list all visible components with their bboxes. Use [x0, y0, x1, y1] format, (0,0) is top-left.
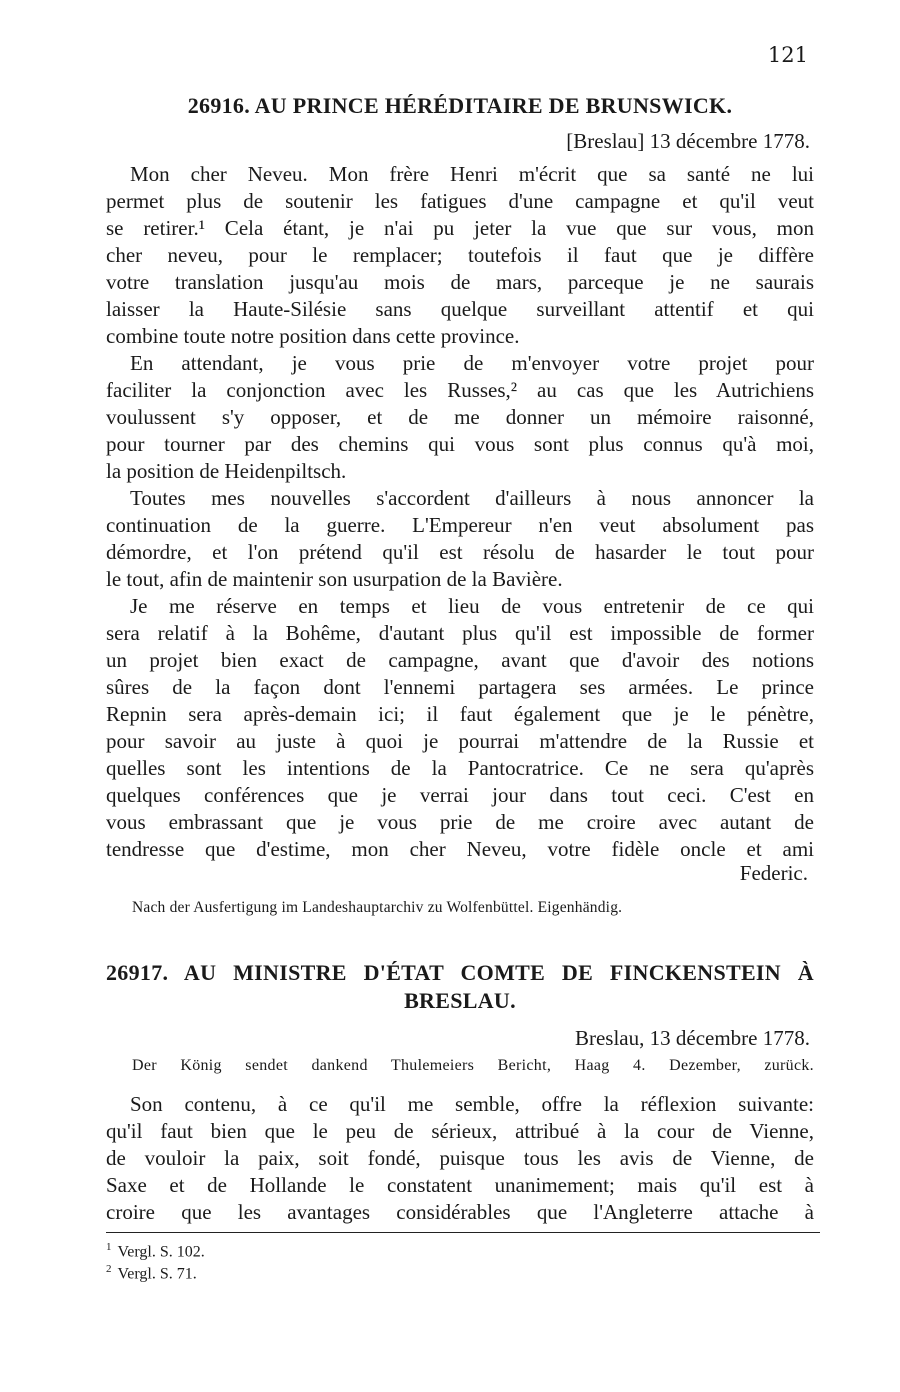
body-line: sûres de la façon dont l'ennemi partagera ses armées. Le prince: [106, 675, 814, 699]
body-line: Saxe et de Hollande le constatent unanimement; mais qu'il est à: [106, 1173, 814, 1197]
body-line: pour tourner par des chemins qui vous sont plus connus qu'à moi,: [106, 432, 814, 456]
body-line: Repnin sera après-demain ici; il faut également que je le pénètre,: [106, 702, 814, 726]
body-line: faciliter la conjonction avec les Russes,² au cas que les Autrichiens: [106, 378, 814, 402]
footnote-divider: [106, 1232, 820, 1233]
body-line: le tout, afin de maintenir son usurpation de la Bavière.: [106, 567, 563, 591]
body-line: quelques conférences que je verrai jour dans tout ceci. C'est en: [106, 783, 814, 807]
letter-26917-heading-continued: BRESLAU.: [404, 988, 516, 1013]
body-line: Mon cher Neveu. Mon frère Henri m'écrit que sa santé ne lui: [130, 162, 814, 186]
body-line: combine toute notre position dans cette province.: [106, 324, 520, 348]
body-line: voulussent s'y opposer, et de me donner un mémoire raisonné,: [106, 405, 814, 429]
body-line: la position de Heidenpiltsch.: [106, 459, 347, 483]
footnote-mark: 2: [106, 1263, 112, 1275]
footnote: [106, 1263, 197, 1283]
body-line: de vouloir la paix, soit fondé, puisque tous les avis de Vienne, de: [106, 1146, 814, 1170]
footnote-text: Vergl. S. 102.: [117, 1243, 205, 1261]
body-line: Toutes mes nouvelles s'accordent d'ailleurs à nous annoncer la: [130, 486, 814, 510]
letter-26916-heading: 26916. AU PRINCE HÉRÉDITAIRE DE BRUNSWICK.: [187, 93, 733, 118]
body-line: croire que les avantages considérables que l'Angleterre attache à: [106, 1200, 814, 1224]
body-line: quelles sont les intentions de la Pantocratrice. Ce ne sera qu'après: [106, 756, 814, 780]
body-line: continuation de la guerre. L'Empereur n'en veut absolument pas: [106, 513, 814, 537]
footnote-mark: 1: [106, 1241, 112, 1253]
letter-26917-summary: Der König sendet dankend Thulemeiers Bericht, Haag 4. Dezember, zurück.: [132, 1057, 814, 1074]
footnote-text: Vergl. S. 71.: [117, 1265, 197, 1283]
letter-26917-dateline: Breslau, 13 décembre 1778.: [574, 1026, 810, 1050]
letter-26916-dateline: [Breslau] 13 décembre 1778.: [566, 129, 810, 153]
body-line: En attendant, je vous prie de m'envoyer votre projet pour: [130, 351, 814, 375]
body-line: démordre, et l'on prétend qu'il est résolu de hasarder le tout pour: [106, 540, 814, 564]
body-line: qu'il faut bien que le peu de sérieux, attribué à la cour de Vienne,: [106, 1119, 814, 1143]
body-line: vous embrassant que je vous prie de me croire avec autant de: [106, 810, 814, 834]
body-line: un projet bien exact de campagne, avant que d'avoir des notions: [106, 648, 814, 672]
body-line: pour savoir au juste à quoi je pourrai m'attendre de la Russie et: [106, 729, 814, 753]
body-line: Son contenu, à ce qu'il me semble, offre la réflexion suivante:: [130, 1092, 814, 1116]
signature: Federic.: [739, 861, 808, 885]
page-number: 121: [767, 43, 808, 67]
body-line: se retirer.¹ Cela étant, je n'ai pu jeter la vue que sur vous, mon: [106, 216, 814, 240]
body-line: tendresse que d'estime, mon cher Neveu, votre fidèle oncle et ami: [106, 837, 814, 861]
body-line: cher neveu, pour le remplacer; toutefois il faut que je diffère: [106, 243, 814, 267]
letter-26917-heading: 26917. AU MINISTRE D'ÉTAT COMTE DE FINCKENSTEIN À: [106, 960, 814, 985]
footnote: [106, 1241, 205, 1261]
source-note: Nach der Ausfertigung im Landeshauptarchiv zu Wolfenbüttel. Eigenhändig.: [132, 899, 623, 916]
body-line: sera relatif à la Bohême, d'autant plus qu'il est impossible de former: [106, 621, 814, 645]
body-line: permet plus de soutenir les fatigues d'une campagne et qu'il veut: [106, 189, 814, 213]
body-line: laisser la Haute-Silésie sans quelque surveillant attentif et qui: [106, 297, 814, 321]
body-line: Je me réserve en temps et lieu de vous entretenir de ce qui: [130, 594, 814, 618]
body-line: votre translation jusqu'au mois de mars, parceque je ne saurais: [106, 270, 814, 294]
